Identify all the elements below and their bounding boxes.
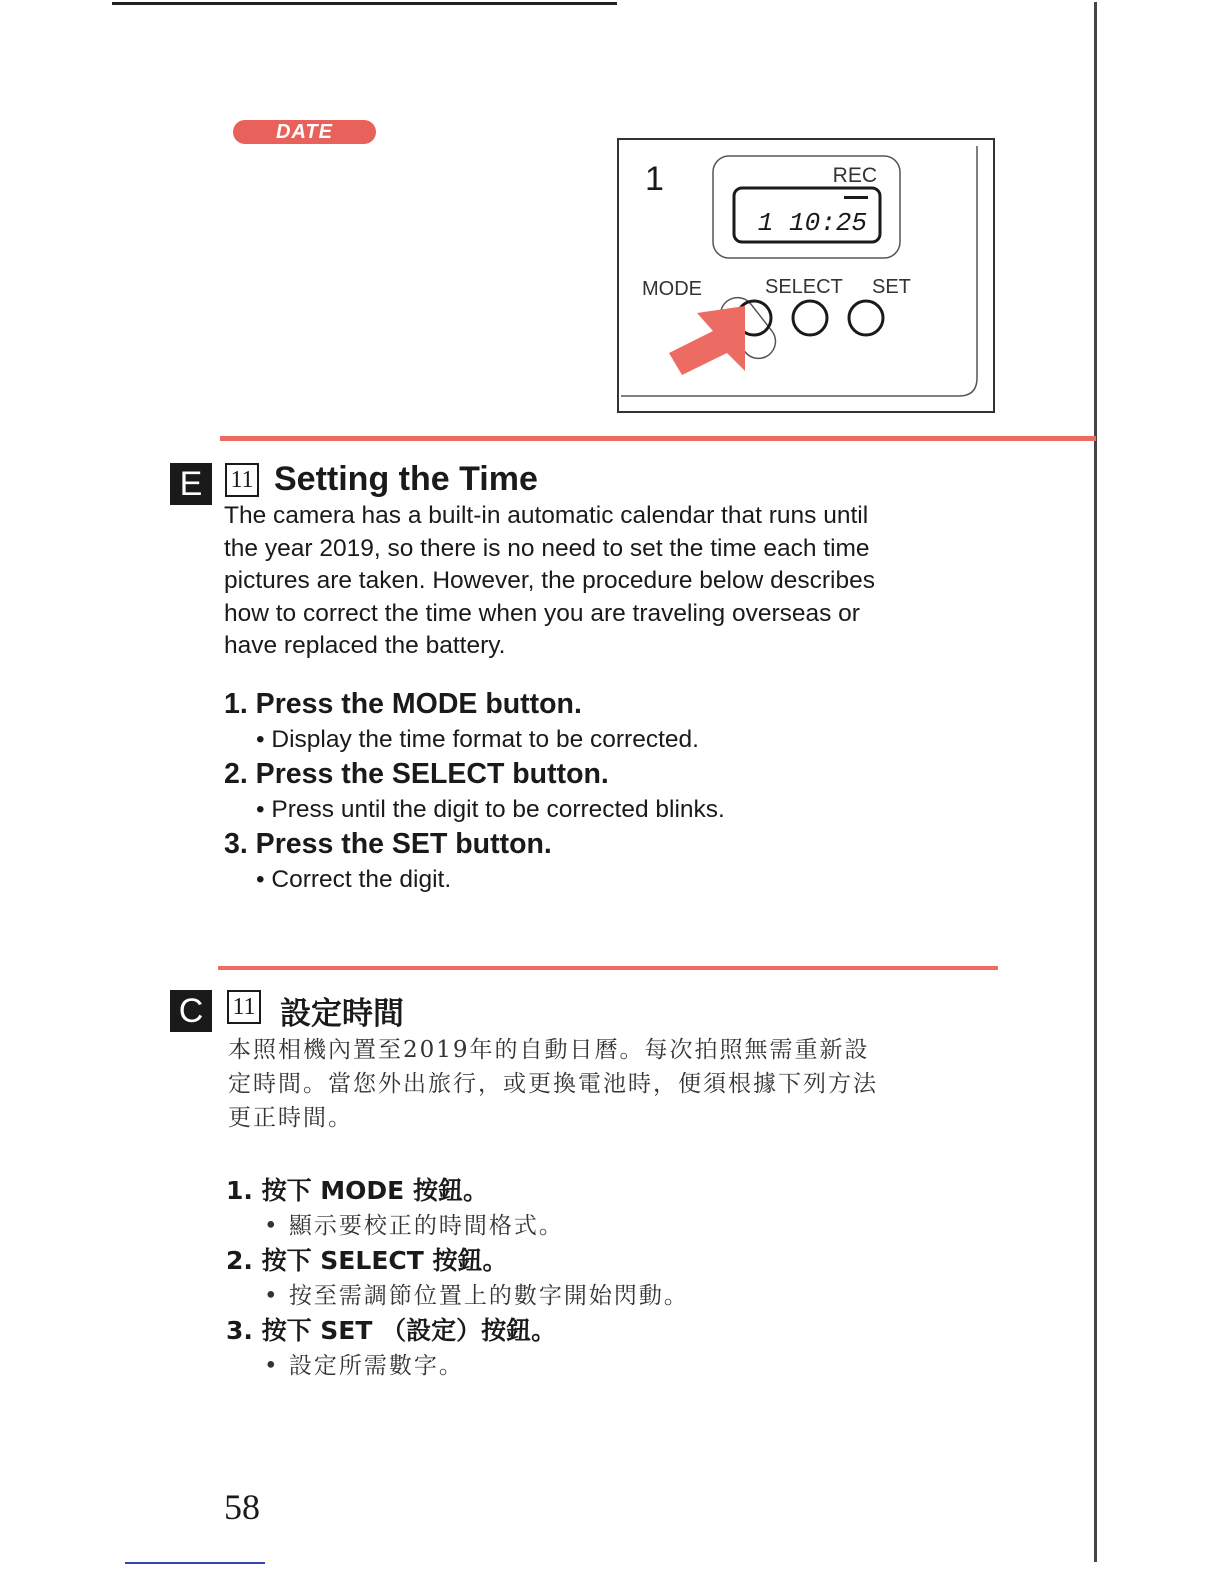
chinese-step-3-title: 3. 按下 SET （設定）按鈕。 — [226, 1316, 557, 1345]
set-label: SET — [872, 276, 911, 298]
page-edge-bottom — [125, 1562, 265, 1564]
english-section-number: 11 — [225, 463, 259, 497]
english-step-1-note: • Display the time format to be corrected. — [256, 726, 699, 753]
paragraph-line: 本照相機內置至2019年的自動日曆。每次拍照無需重新設 — [228, 1037, 870, 1063]
camera-controls-figure — [617, 138, 995, 413]
chinese-step-2-title: 2. 按下 SELECT 按鈕。 — [226, 1246, 508, 1275]
section-divider-english — [220, 436, 1096, 441]
camera-controls-illustration — [617, 138, 995, 413]
chinese-step-2-note: • 按至需調節位置上的數字開始閃動。 — [264, 1283, 689, 1309]
lcd-reading: 1 10:25 — [757, 208, 867, 238]
paragraph-line: 更正時間。 — [228, 1105, 353, 1131]
paragraph-line: the year 2019, so there is no need to set the time each time — [224, 534, 870, 562]
page-edge-right — [1094, 2, 1097, 1562]
rec-label: REC — [832, 164, 877, 187]
mode-label: MODE — [642, 278, 702, 300]
paragraph-line: pictures are taken. However, the procedure below describes — [224, 567, 875, 594]
chinese-language-badge: C — [170, 990, 212, 1032]
english-step-2-title: 2. Press the SELECT button. — [224, 758, 609, 790]
english-intro-paragraph — [224, 500, 875, 663]
paragraph-line: have replaced the battery. — [224, 632, 506, 659]
figure-step-number: 1 — [645, 160, 664, 198]
page-edge-top — [112, 2, 617, 5]
select-label: SELECT — [765, 276, 843, 298]
chinese-intro-paragraph — [228, 1033, 878, 1135]
paragraph-line: how to correct the time when you are traveling overseas or — [224, 599, 860, 627]
chinese-step-1-title: 1. 按下 MODE 按鈕。 — [226, 1176, 488, 1205]
english-step-1-title: 1. Press the MODE button. — [224, 688, 582, 720]
paragraph-line: 定時間。當您外出旅行，或更換電池時，便須根據下列方法 — [228, 1071, 878, 1097]
chinese-section-number: 11 — [227, 990, 261, 1024]
english-step-3-title: 3. Press the SET button. — [224, 828, 552, 860]
paragraph-line: The camera has a built-in automatic calendar that runs until — [224, 502, 869, 529]
date-badge: DATE — [233, 120, 376, 144]
english-language-badge: E — [170, 463, 212, 505]
page-number: 58 — [224, 1487, 260, 1527]
lcd-indicator-bar — [844, 196, 868, 199]
english-step-2-note: • Press until the digit to be corrected blinks. — [256, 796, 725, 823]
chinese-step-3-note: • 設定所需數字。 — [264, 1353, 464, 1379]
chinese-section-title: 設定時間 — [280, 996, 404, 1032]
english-step-3-note: • Correct the digit. — [256, 866, 452, 893]
chinese-step-1-note: • 顯示要校正的時間格式。 — [264, 1213, 564, 1239]
section-divider-chinese — [218, 966, 998, 970]
english-section-title: Setting the Time — [274, 460, 538, 498]
